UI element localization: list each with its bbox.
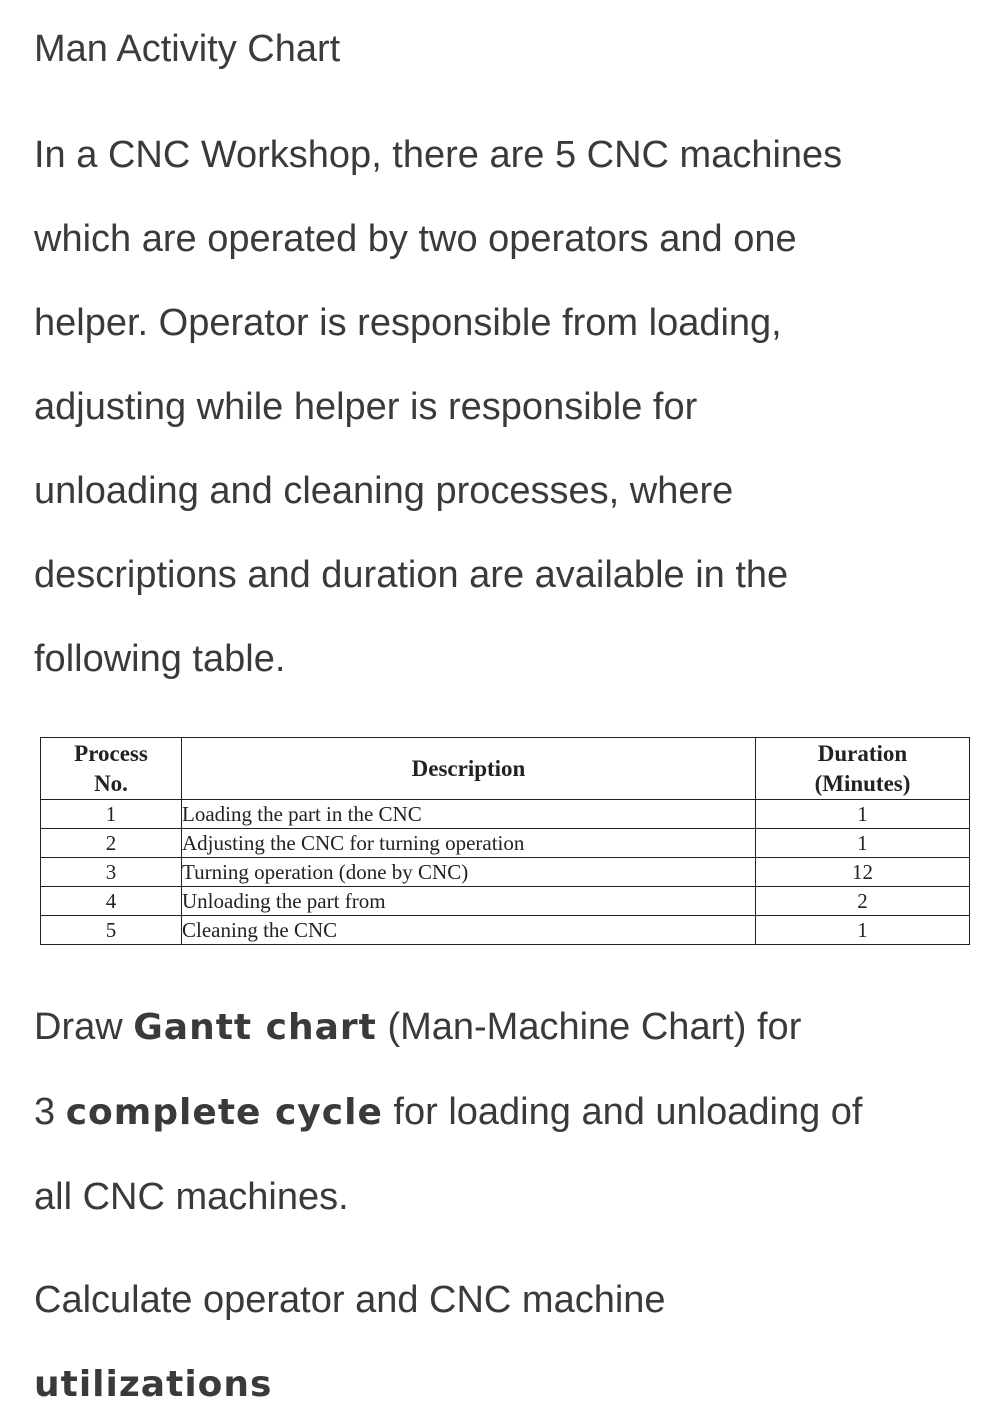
cell-description: Cleaning the CNC <box>182 916 756 945</box>
emphasis-complete-cycle: complete cycle <box>65 1092 383 1133</box>
intro-line: following table. <box>34 638 286 680</box>
table-row <box>41 829 970 858</box>
intro-line: adjusting while helper is responsible for <box>34 386 698 428</box>
calc-line <box>34 1342 974 1427</box>
calc-line: Calculate operator and CNC machine <box>34 1279 666 1321</box>
cell-duration: 2 <box>756 887 970 916</box>
table-row <box>41 800 970 829</box>
cell-duration: 1 <box>756 916 970 945</box>
table-header-row <box>41 738 970 800</box>
process-table <box>40 737 970 945</box>
intro-line: unloading and cleaning processes, where <box>34 470 734 512</box>
cell-description: Adjusting the CNC for turning operation <box>182 829 756 858</box>
intro-paragraph <box>34 113 964 701</box>
cell-process-no: 5 <box>41 916 182 945</box>
intro-line: helper. Operator is responsible from loading, <box>34 302 782 344</box>
cell-duration: 1 <box>756 829 970 858</box>
cell-description: Loading the part in the CNC <box>182 800 756 829</box>
calculation-paragraph <box>34 1258 974 1427</box>
intro-line: In a CNC Workshop, there are 5 CNC machines <box>34 134 843 176</box>
cell-description: Unloading the part from <box>182 887 756 916</box>
emphasis-gantt-chart: Gantt chart <box>133 1007 377 1048</box>
table-row <box>41 858 970 887</box>
task-line: 3 complete cycle for loading and unloading of <box>34 1091 863 1133</box>
table-row <box>41 887 970 916</box>
table-row <box>41 916 970 945</box>
emphasis-utilizations: utilizations <box>34 1364 273 1405</box>
header-description: Description <box>182 738 756 800</box>
cell-duration: 1 <box>756 800 970 829</box>
cell-process-no: 1 <box>41 800 182 829</box>
header-duration: Duration (Minutes) <box>756 738 970 800</box>
cell-process-no: 2 <box>41 829 182 858</box>
task-line: all CNC machines. <box>34 1176 349 1218</box>
page-title: Man Activity Chart <box>34 28 341 70</box>
intro-line: which are operated by two operators and one <box>34 218 797 260</box>
cell-process-no: 3 <box>41 858 182 887</box>
intro-line: descriptions and duration are available in the <box>34 554 789 596</box>
cell-description: Turning operation (done by CNC) <box>182 858 756 887</box>
task-paragraph <box>34 985 974 1239</box>
header-process-no: Process No. <box>41 738 182 800</box>
cell-duration: 12 <box>756 858 970 887</box>
cell-process-no: 4 <box>41 887 182 916</box>
task-line: Draw Gantt chart (Man-Machine Chart) for <box>34 1006 802 1048</box>
